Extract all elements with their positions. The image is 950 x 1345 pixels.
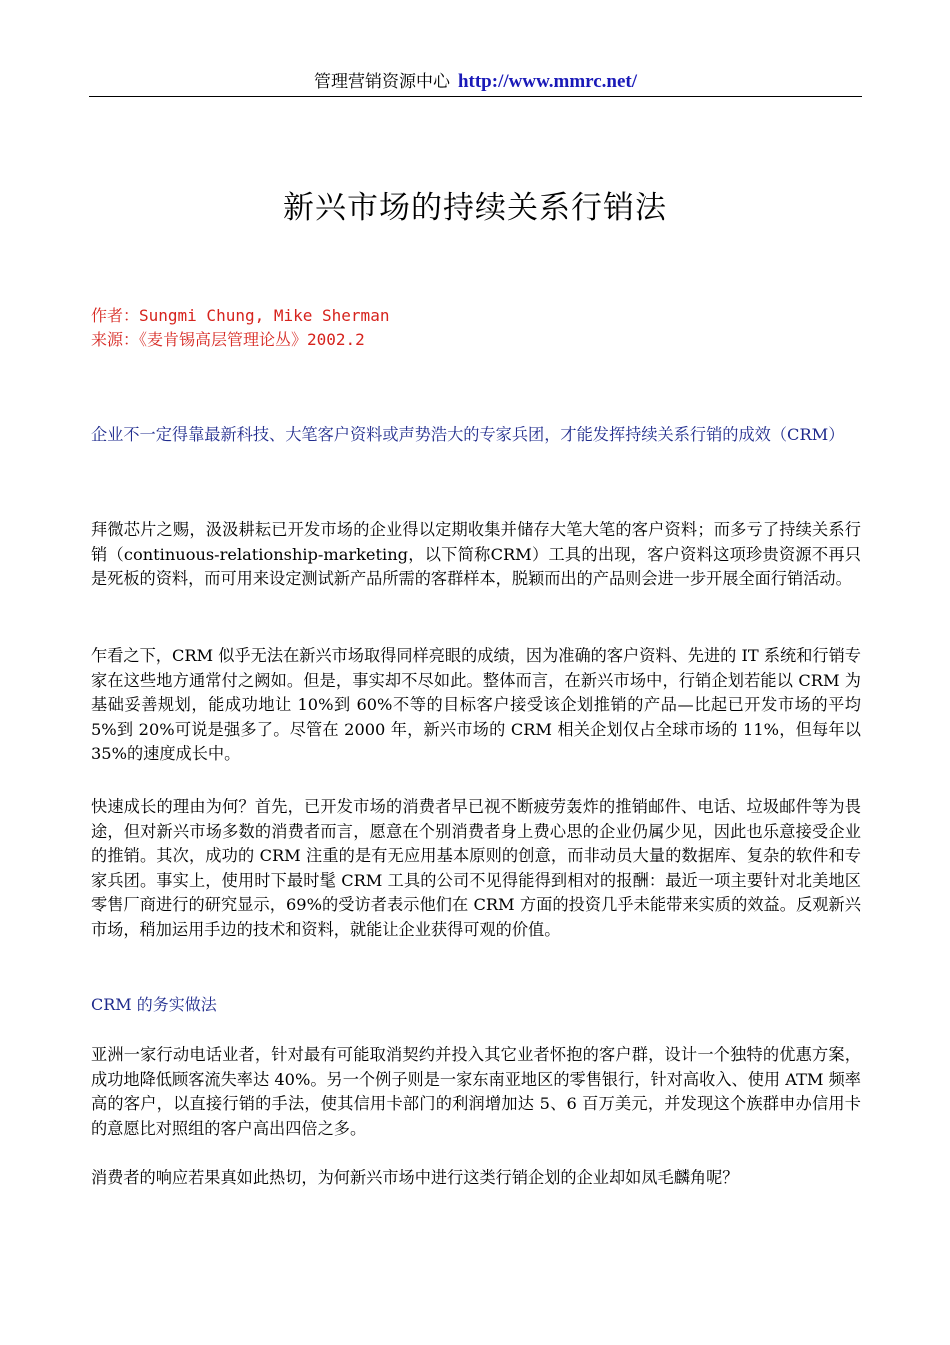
page-header [89,68,862,97]
site-url-link[interactable]: http://www.mmrc.net/ [457,71,638,92]
body-paragraph: 拜微芯片之赐，汲汲耕耘已开发市场的企业得以定期收集并储存大笔大笔的客户资料；而多亏了持续关系行销（continuous-relationship-marketing，以下简称CRM）工具的出现，客户资料这项珍贵资源不再只是死板的资料，而可用来设定测试新产品所需的客群样本，脱颖而出的产品则会进一步开展全面行销活动。 [91,520,861,588]
body-paragraph: 消费者的响应若果真如此热切，为何新兴市场中进行这类行销企划的企业却如凤毛麟角呢？ [91,1168,739,1187]
site-name: 管理营销资源中心 [313,72,450,92]
body-paragraph: 乍看之下，CRM 似乎无法在新兴市场取得同样亮眼的成绩，因为准确的客户资料、先进的 IT 系统和行销专家在这些地方通常付之阙如。但是，事实却不尽如此。整体而言，在新兴市场中，行销企划若能以 CRM 为基础妥善规划，能成功地让 10%到 60%不等的目标客户接受该企划推销的产品—比起已开发市场的平均 5%到 20%可说是强多了。尽管在 2000 年，新兴市场的 CRM 相关企划仅占全球市场的 11%，但每年以 35%的速度成长中。 [91,646,861,763]
article-lede: 企业不一定得靠最新科技、大笔客户资料或声势浩大的专家兵团，才能发挥持续关系行销的成效（CRM） [91,425,845,444]
article-meta [91,304,389,352]
section-heading: CRM 的务实做法 [91,995,217,1014]
source-line: 来源：《麦肯锡高层管理论丛》2002.2 [91,330,365,349]
article-title: 新兴市场的持续关系行销法 [283,190,667,226]
author-line: 作者：Sungmi Chung, Mike Sherman [91,306,390,325]
body-paragraph: 快速成长的理由为何？首先，已开发市场的消费者早已视不断疲劳轰炸的推销邮件、电话、垃圾邮件等为畏途，但对新兴市场多数的消费者而言，愿意在个别消费者身上费心思的企业仍属少见，因此也乐意接受企业的推销。其次，成功的 CRM 注重的是有无应用基本原则的创意，而非动员大量的数据库、复杂的软件和专家兵团。事实上，使用时下最时髦 CRM 工具的公司不见得能得到相对的报酬：最近一项主要针对北美地区零售厂商进行的研究显示，69%的受访者表示他们在 CRM 方面的投资几乎未能带来实质的效益。反观新兴市场，稍加运用手边的技术和资料，就能让企业获得可观的价值。 [91,797,861,939]
body-paragraph: 亚洲一家行动电话业者，针对最有可能取消契约并投入其它业者怀抱的客户群，设计一个独特的优惠方案，成功地降低顾客流失率达 40%。另一个例子则是一家东南亚地区的零售银行，针对高收入、使用 ATM 频率高的客户，以直接行销的手法，使其信用卡部门的利润增加达 5、6 百万美元，并发现这个族群申办信用卡的意愿比对照组的客户高出四倍之多。 [91,1045,861,1138]
